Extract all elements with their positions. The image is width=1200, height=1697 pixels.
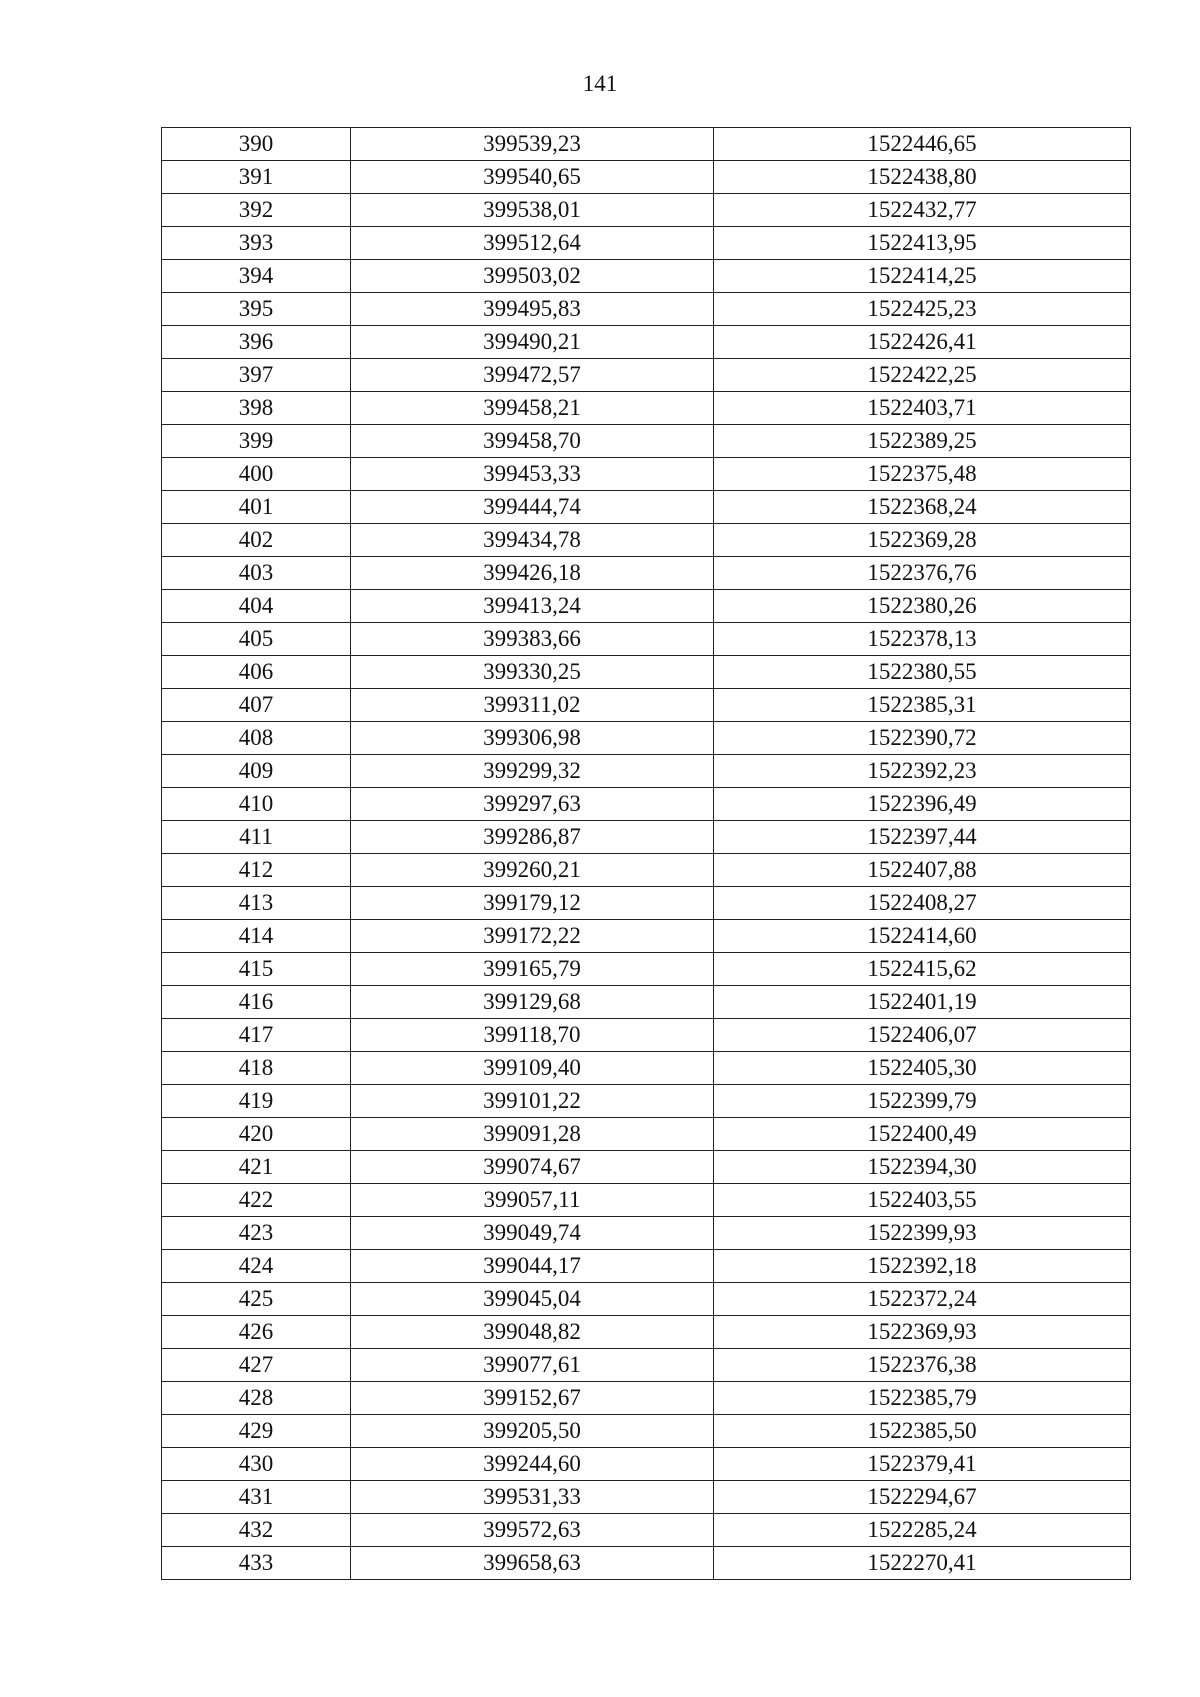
y-coordinate-cell: 1522285,24 bbox=[714, 1514, 1131, 1547]
y-coordinate-cell: 1522294,67 bbox=[714, 1481, 1131, 1514]
x-coordinate-cell: 399426,18 bbox=[351, 557, 714, 590]
y-coordinate-cell: 1522396,49 bbox=[714, 788, 1131, 821]
y-coordinate-cell: 1522422,25 bbox=[714, 359, 1131, 392]
x-coordinate-cell: 399453,33 bbox=[351, 458, 714, 491]
y-coordinate-cell: 1522394,30 bbox=[714, 1151, 1131, 1184]
point-number-cell: 405 bbox=[162, 623, 351, 656]
point-number-cell: 394 bbox=[162, 260, 351, 293]
x-coordinate-cell: 399049,74 bbox=[351, 1217, 714, 1250]
x-coordinate-cell: 399539,23 bbox=[351, 128, 714, 161]
table-row bbox=[162, 1019, 1131, 1052]
table-row bbox=[162, 524, 1131, 557]
y-coordinate-cell: 1522432,77 bbox=[714, 194, 1131, 227]
table-row bbox=[162, 755, 1131, 788]
point-number-cell: 402 bbox=[162, 524, 351, 557]
table-row bbox=[162, 491, 1131, 524]
y-coordinate-cell: 1522446,65 bbox=[714, 128, 1131, 161]
y-coordinate-cell: 1522270,41 bbox=[714, 1547, 1131, 1580]
x-coordinate-cell: 399048,82 bbox=[351, 1316, 714, 1349]
table-row bbox=[162, 128, 1131, 161]
x-coordinate-cell: 399658,63 bbox=[351, 1547, 714, 1580]
y-coordinate-cell: 1522426,41 bbox=[714, 326, 1131, 359]
point-number-cell: 401 bbox=[162, 491, 351, 524]
table-row bbox=[162, 788, 1131, 821]
table-row bbox=[162, 1415, 1131, 1448]
table-row bbox=[162, 590, 1131, 623]
table-row bbox=[162, 227, 1131, 260]
y-coordinate-cell: 1522389,25 bbox=[714, 425, 1131, 458]
table-row bbox=[162, 1481, 1131, 1514]
x-coordinate-cell: 399306,98 bbox=[351, 722, 714, 755]
x-coordinate-cell: 399260,21 bbox=[351, 854, 714, 887]
y-coordinate-cell: 1522392,23 bbox=[714, 755, 1131, 788]
y-coordinate-cell: 1522397,44 bbox=[714, 821, 1131, 854]
table-row bbox=[162, 1052, 1131, 1085]
y-coordinate-cell: 1522401,19 bbox=[714, 986, 1131, 1019]
x-coordinate-cell: 399531,33 bbox=[351, 1481, 714, 1514]
y-coordinate-cell: 1522407,88 bbox=[714, 854, 1131, 887]
point-number-cell: 417 bbox=[162, 1019, 351, 1052]
point-number-cell: 411 bbox=[162, 821, 351, 854]
point-number-cell: 414 bbox=[162, 920, 351, 953]
x-coordinate-cell: 399311,02 bbox=[351, 689, 714, 722]
table-row bbox=[162, 1085, 1131, 1118]
point-number-cell: 391 bbox=[162, 161, 351, 194]
y-coordinate-cell: 1522392,18 bbox=[714, 1250, 1131, 1283]
table-row bbox=[162, 260, 1131, 293]
table-row bbox=[162, 920, 1131, 953]
x-coordinate-cell: 399091,28 bbox=[351, 1118, 714, 1151]
y-coordinate-cell: 1522375,48 bbox=[714, 458, 1131, 491]
y-coordinate-cell: 1522376,38 bbox=[714, 1349, 1131, 1382]
table-row bbox=[162, 1217, 1131, 1250]
page-number: 141 bbox=[582, 71, 618, 96]
point-number-cell: 425 bbox=[162, 1283, 351, 1316]
table-row bbox=[162, 458, 1131, 491]
x-coordinate-cell: 399538,01 bbox=[351, 194, 714, 227]
point-number-cell: 430 bbox=[162, 1448, 351, 1481]
table-row bbox=[162, 986, 1131, 1019]
point-number-cell: 398 bbox=[162, 392, 351, 425]
x-coordinate-cell: 399495,83 bbox=[351, 293, 714, 326]
x-coordinate-cell: 399074,67 bbox=[351, 1151, 714, 1184]
y-coordinate-cell: 1522380,55 bbox=[714, 656, 1131, 689]
x-coordinate-cell: 399503,02 bbox=[351, 260, 714, 293]
point-number-cell: 421 bbox=[162, 1151, 351, 1184]
y-coordinate-cell: 1522408,27 bbox=[714, 887, 1131, 920]
x-coordinate-cell: 399205,50 bbox=[351, 1415, 714, 1448]
point-number-cell: 420 bbox=[162, 1118, 351, 1151]
y-coordinate-cell: 1522385,50 bbox=[714, 1415, 1131, 1448]
x-coordinate-cell: 399044,17 bbox=[351, 1250, 714, 1283]
y-coordinate-cell: 1522399,93 bbox=[714, 1217, 1131, 1250]
y-coordinate-cell: 1522378,13 bbox=[714, 623, 1131, 656]
point-number-cell: 415 bbox=[162, 953, 351, 986]
x-coordinate-cell: 399299,32 bbox=[351, 755, 714, 788]
y-coordinate-cell: 1522406,07 bbox=[714, 1019, 1131, 1052]
point-number-cell: 403 bbox=[162, 557, 351, 590]
x-coordinate-cell: 399472,57 bbox=[351, 359, 714, 392]
x-coordinate-cell: 399458,70 bbox=[351, 425, 714, 458]
point-number-cell: 413 bbox=[162, 887, 351, 920]
table-row bbox=[162, 293, 1131, 326]
table-row bbox=[162, 821, 1131, 854]
point-number-cell: 395 bbox=[162, 293, 351, 326]
x-coordinate-cell: 399512,64 bbox=[351, 227, 714, 260]
y-coordinate-cell: 1522405,30 bbox=[714, 1052, 1131, 1085]
x-coordinate-cell: 399179,12 bbox=[351, 887, 714, 920]
y-coordinate-cell: 1522403,71 bbox=[714, 392, 1131, 425]
y-coordinate-cell: 1522399,79 bbox=[714, 1085, 1131, 1118]
table-row bbox=[162, 392, 1131, 425]
table-row bbox=[162, 1151, 1131, 1184]
point-number-cell: 406 bbox=[162, 656, 351, 689]
table-row bbox=[162, 689, 1131, 722]
point-number-cell: 397 bbox=[162, 359, 351, 392]
y-coordinate-cell: 1522425,23 bbox=[714, 293, 1131, 326]
point-number-cell: 419 bbox=[162, 1085, 351, 1118]
table-row bbox=[162, 1250, 1131, 1283]
y-coordinate-cell: 1522438,80 bbox=[714, 161, 1131, 194]
y-coordinate-cell: 1522369,93 bbox=[714, 1316, 1131, 1349]
y-coordinate-cell: 1522385,31 bbox=[714, 689, 1131, 722]
table-row bbox=[162, 1448, 1131, 1481]
x-coordinate-cell: 399101,22 bbox=[351, 1085, 714, 1118]
x-coordinate-cell: 399172,22 bbox=[351, 920, 714, 953]
point-number-cell: 423 bbox=[162, 1217, 351, 1250]
x-coordinate-cell: 399244,60 bbox=[351, 1448, 714, 1481]
table-row bbox=[162, 1514, 1131, 1547]
table-row bbox=[162, 194, 1131, 227]
x-coordinate-cell: 399540,65 bbox=[351, 161, 714, 194]
y-coordinate-cell: 1522379,41 bbox=[714, 1448, 1131, 1481]
x-coordinate-cell: 399118,70 bbox=[351, 1019, 714, 1052]
table-row bbox=[162, 887, 1131, 920]
point-number-cell: 424 bbox=[162, 1250, 351, 1283]
table-row bbox=[162, 656, 1131, 689]
table-row bbox=[162, 359, 1131, 392]
point-number-cell: 429 bbox=[162, 1415, 351, 1448]
x-coordinate-cell: 399109,40 bbox=[351, 1052, 714, 1085]
table-row bbox=[162, 623, 1131, 656]
table-row bbox=[162, 1349, 1131, 1382]
y-coordinate-cell: 1522372,24 bbox=[714, 1283, 1131, 1316]
y-coordinate-cell: 1522414,60 bbox=[714, 920, 1131, 953]
x-coordinate-cell: 399434,78 bbox=[351, 524, 714, 557]
y-coordinate-cell: 1522414,25 bbox=[714, 260, 1131, 293]
table-row bbox=[162, 1184, 1131, 1217]
point-number-cell: 399 bbox=[162, 425, 351, 458]
x-coordinate-cell: 399286,87 bbox=[351, 821, 714, 854]
point-number-cell: 393 bbox=[162, 227, 351, 260]
table-row bbox=[162, 1118, 1131, 1151]
x-coordinate-cell: 399413,24 bbox=[351, 590, 714, 623]
table-row bbox=[162, 854, 1131, 887]
table-row bbox=[162, 1382, 1131, 1415]
table-row bbox=[162, 1316, 1131, 1349]
point-number-cell: 426 bbox=[162, 1316, 351, 1349]
point-number-cell: 407 bbox=[162, 689, 351, 722]
x-coordinate-cell: 399330,25 bbox=[351, 656, 714, 689]
y-coordinate-cell: 1522403,55 bbox=[714, 1184, 1131, 1217]
point-number-cell: 392 bbox=[162, 194, 351, 227]
x-coordinate-cell: 399572,63 bbox=[351, 1514, 714, 1547]
x-coordinate-cell: 399045,04 bbox=[351, 1283, 714, 1316]
point-number-cell: 409 bbox=[162, 755, 351, 788]
point-number-cell: 400 bbox=[162, 458, 351, 491]
point-number-cell: 422 bbox=[162, 1184, 351, 1217]
table-row bbox=[162, 161, 1131, 194]
point-number-cell: 428 bbox=[162, 1382, 351, 1415]
point-number-cell: 433 bbox=[162, 1547, 351, 1580]
coordinates-table bbox=[161, 127, 1131, 1580]
point-number-cell: 427 bbox=[162, 1349, 351, 1382]
y-coordinate-cell: 1522368,24 bbox=[714, 491, 1131, 524]
table-row bbox=[162, 326, 1131, 359]
x-coordinate-cell: 399490,21 bbox=[351, 326, 714, 359]
table-row bbox=[162, 953, 1131, 986]
y-coordinate-cell: 1522385,79 bbox=[714, 1382, 1131, 1415]
coordinates-table-body bbox=[162, 128, 1131, 1580]
x-coordinate-cell: 399152,67 bbox=[351, 1382, 714, 1415]
point-number-cell: 431 bbox=[162, 1481, 351, 1514]
point-number-cell: 416 bbox=[162, 986, 351, 1019]
y-coordinate-cell: 1522415,62 bbox=[714, 953, 1131, 986]
point-number-cell: 396 bbox=[162, 326, 351, 359]
x-coordinate-cell: 399077,61 bbox=[351, 1349, 714, 1382]
point-number-cell: 390 bbox=[162, 128, 351, 161]
x-coordinate-cell: 399129,68 bbox=[351, 986, 714, 1019]
x-coordinate-cell: 399444,74 bbox=[351, 491, 714, 524]
point-number-cell: 418 bbox=[162, 1052, 351, 1085]
table-row bbox=[162, 1283, 1131, 1316]
point-number-cell: 410 bbox=[162, 788, 351, 821]
y-coordinate-cell: 1522400,49 bbox=[714, 1118, 1131, 1151]
point-number-cell: 404 bbox=[162, 590, 351, 623]
point-number-cell: 408 bbox=[162, 722, 351, 755]
x-coordinate-cell: 399165,79 bbox=[351, 953, 714, 986]
x-coordinate-cell: 399458,21 bbox=[351, 392, 714, 425]
point-number-cell: 412 bbox=[162, 854, 351, 887]
y-coordinate-cell: 1522413,95 bbox=[714, 227, 1131, 260]
x-coordinate-cell: 399057,11 bbox=[351, 1184, 714, 1217]
y-coordinate-cell: 1522380,26 bbox=[714, 590, 1131, 623]
y-coordinate-cell: 1522390,72 bbox=[714, 722, 1131, 755]
point-number-cell: 432 bbox=[162, 1514, 351, 1547]
y-coordinate-cell: 1522369,28 bbox=[714, 524, 1131, 557]
table-row bbox=[162, 1547, 1131, 1580]
table-row bbox=[162, 722, 1131, 755]
table-row bbox=[162, 425, 1131, 458]
y-coordinate-cell: 1522376,76 bbox=[714, 557, 1131, 590]
x-coordinate-cell: 399383,66 bbox=[351, 623, 714, 656]
x-coordinate-cell: 399297,63 bbox=[351, 788, 714, 821]
table-row bbox=[162, 557, 1131, 590]
